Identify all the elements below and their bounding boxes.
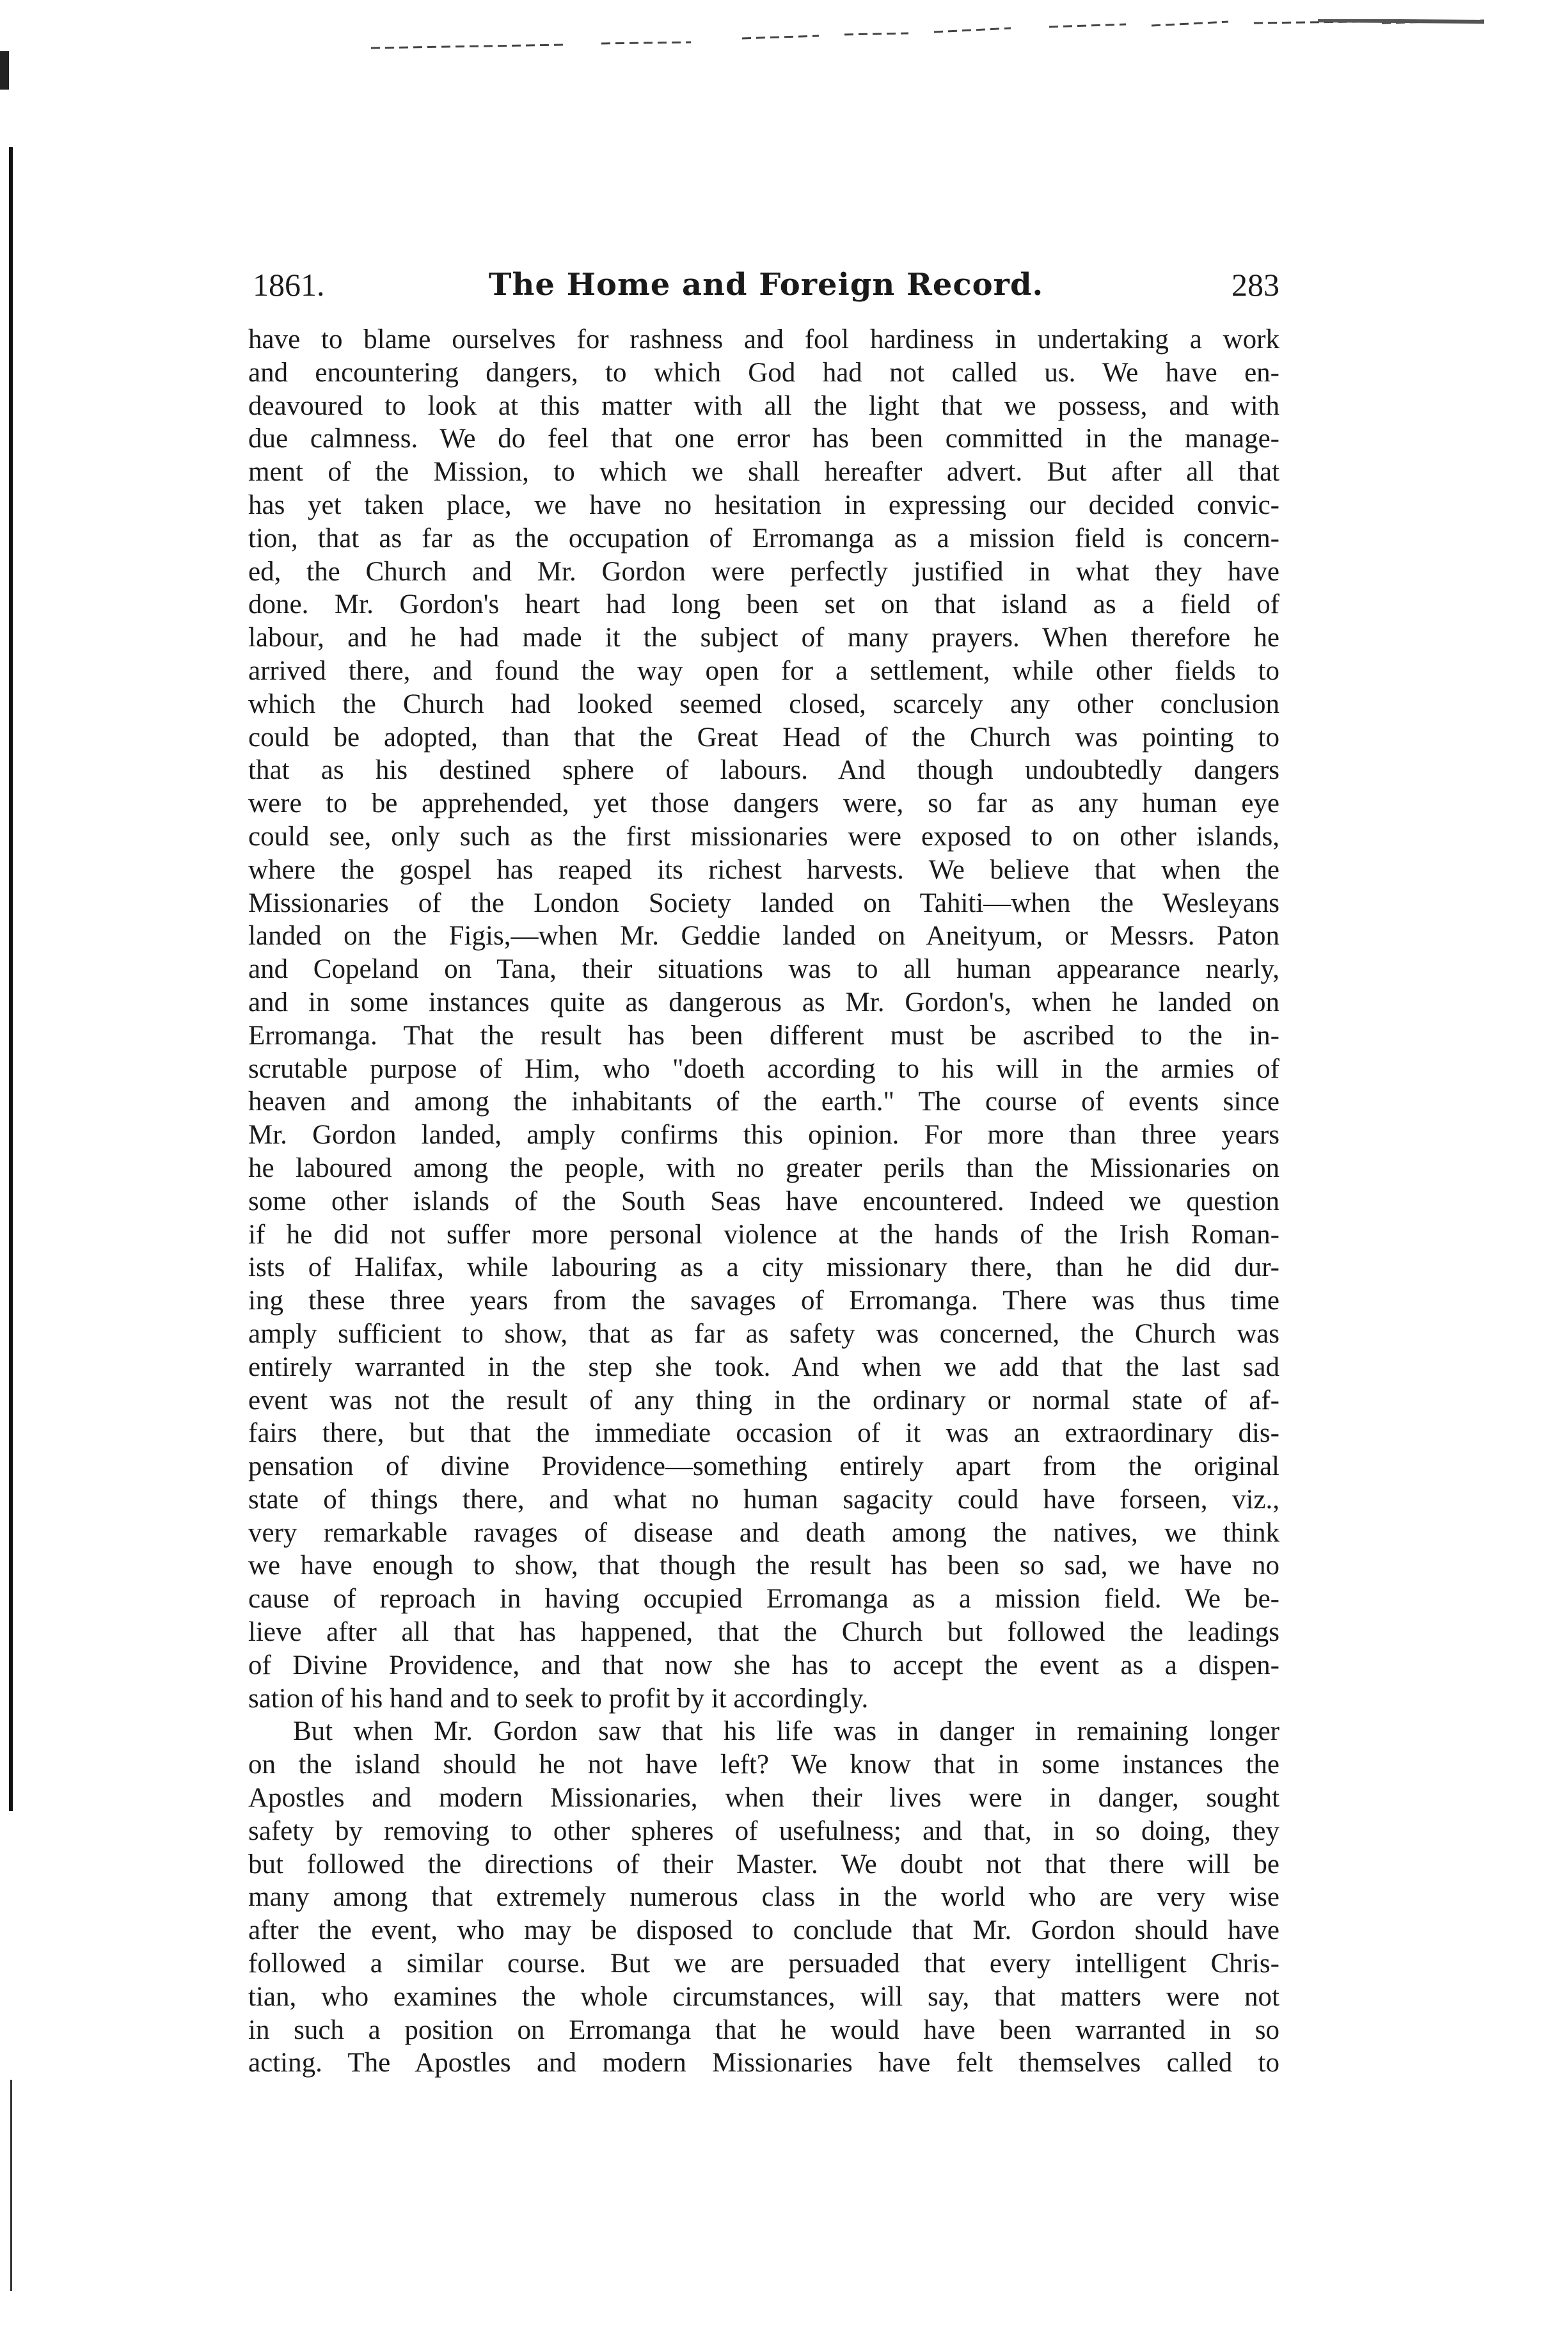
- text-line: cause of reproach in having occupied Erromanga as a mission field. We be-: [248, 1584, 1279, 1615]
- text-line: and Copeland on Tana, their situations was to all human appearance nearly,: [248, 954, 1279, 985]
- text-line: entirely warranted in the step she took. And when we add that the last sad: [248, 1352, 1279, 1382]
- header-year: 1861.: [253, 267, 325, 303]
- journal-title: The Home and Foreign Record.: [488, 267, 1044, 303]
- scan-binding-edge: [0, 0, 26, 2337]
- page-number: 283: [1231, 267, 1279, 303]
- text-line: Missionaries of the London Society landed on Tahiti—when the Wesleyans: [248, 888, 1279, 918]
- text-line: scrutable purpose of Him, who "doeth according to his will in the armies of: [248, 1053, 1279, 1084]
- text-line: if he did not suffer more personal violence at the hands of the Irish Roman-: [248, 1219, 1279, 1250]
- text-line: due calmness. We do feel that one error has been committed in the manage-: [248, 424, 1279, 454]
- text-line: Apostles and modern Missionaries, when their lives were in danger, sought: [248, 1783, 1279, 1814]
- scan-noise-top: [358, 19, 1497, 64]
- text-line: labour, and he had made it the subject of many prayers. When therefore he: [248, 623, 1279, 653]
- text-line: event was not the result of any thing in the ordinary or normal state of af-: [248, 1385, 1279, 1416]
- text-line: lieve after all that has happened, that the Church but followed the leadings: [248, 1617, 1279, 1648]
- text-line: Mr. Gordon landed, amply confirms this opinion. For more than three years: [248, 1120, 1279, 1151]
- text-line: But when Mr. Gordon saw that his life was in danger in remaining longer: [293, 1716, 1279, 1747]
- text-line: were to be apprehended, yet those dangers were, so far as any human eye: [248, 788, 1279, 819]
- text-line: very remarkable ravages of disease and death among the natives, we think: [248, 1517, 1279, 1548]
- text-line: have to blame ourselves for rashness and fool hardiness in undertaking a work: [248, 324, 1279, 355]
- text-line: we have enough to show, that though the result has been so sad, we have no: [248, 1551, 1279, 1581]
- text-line: Erromanga. That the result has been different must be ascribed to the in-: [248, 1020, 1279, 1051]
- text-line: arrived there, and found the way open for a settlement, while other fields to: [248, 655, 1279, 686]
- text-line: on the island should he not have left? We know that in some instances the: [248, 1750, 1279, 1780]
- text-line: ists of Halifax, while labouring as a city missionary there, than he did dur-: [248, 1252, 1279, 1283]
- text-line: safety by removing to other spheres of usefulness; and that, in so doing, they: [248, 1815, 1279, 1846]
- text-line: tion, that as far as the occupation of Erromanga as a mission field is concern-: [248, 523, 1279, 554]
- text-line: could be adopted, than that the Great Head of the Church was pointing to: [248, 722, 1279, 753]
- text-line: pensation of divine Providence—something entirely apart from the original: [248, 1451, 1279, 1482]
- text-line: and in some instances quite as dangerous as Mr. Gordon's, when he landed on: [248, 987, 1279, 1017]
- text-line: followed a similar course. But we are persuaded that every intelligent Chris-: [248, 1949, 1279, 1979]
- text-line: and encountering dangers, to which God had not called us. We have en-: [248, 357, 1279, 388]
- text-line: many among that extremely numerous class in the world who are very wise: [248, 1882, 1279, 1913]
- text-line: but followed the directions of their Master. We doubt not that there will be: [248, 1849, 1279, 1879]
- text-line: that as his destined sphere of labours. And though undoubtedly dangers: [248, 755, 1279, 786]
- text-line: he laboured among the people, with no greater perils than the Missionaries on: [248, 1153, 1279, 1183]
- text-line: some other islands of the South Seas have encountered. Indeed we question: [248, 1186, 1279, 1216]
- text-line: done. Mr. Gordon's heart had long been set on that island as a field of: [248, 589, 1279, 620]
- text-line: tian, who examines the whole circumstances, will say, that matters were not: [248, 1981, 1279, 2012]
- article-body: [248, 323, 1279, 2080]
- text-line: ed, the Church and Mr. Gordon were perfectly justified in what they have: [248, 556, 1279, 587]
- text-line: heaven and among the inhabitants of the earth." The course of events since: [248, 1087, 1279, 1117]
- text-line: of Divine Providence, and that now she has to accept the event as a dispen-: [248, 1650, 1279, 1680]
- text-line: could see, only such as the first missionaries were exposed to on other islands,: [248, 821, 1279, 852]
- text-line: amply sufficient to show, that as far as safety was concerned, the Church was: [248, 1318, 1279, 1349]
- text-line: deavoured to look at this matter with all the light that we possess, and with: [248, 390, 1279, 421]
- text-line: which the Church had looked seemed closed, scarcely any other conclusion: [248, 689, 1279, 719]
- text-line: state of things there, and what no human sagacity could have forseen, viz.,: [248, 1484, 1279, 1515]
- text-line: has yet taken place, we have no hesitation in expressing our decided convic-: [248, 490, 1279, 520]
- text-line: in such a position on Erromanga that he would have been warranted in so: [248, 2014, 1279, 2045]
- paragraph-2: [248, 1715, 1279, 2080]
- text-line: acting. The Apostles and modern Missionaries have felt themselves called to: [248, 2048, 1279, 2078]
- running-header: [253, 259, 1279, 310]
- text-line: sation of his hand and to seek to profit by it accordingly.: [248, 1683, 869, 1714]
- text-line: landed on the Figis,—when Mr. Geddie landed on Aneityum, or Messrs. Paton: [248, 921, 1279, 952]
- text-line: where the gospel has reaped its richest harvests. We believe that when the: [248, 854, 1279, 885]
- text-line: ment of the Mission, to which we shall hereafter advert. But after all that: [248, 457, 1279, 488]
- paragraph-1: [248, 323, 1279, 1715]
- text-line: fairs there, but that the immediate occasion of it was an extraordinary dis-: [248, 1418, 1279, 1449]
- text-line: after the event, who may be disposed to conclude that Mr. Gordon should have: [248, 1915, 1279, 1946]
- text-line: ing these three years from the savages of Erromanga. There was thus time: [248, 1286, 1279, 1316]
